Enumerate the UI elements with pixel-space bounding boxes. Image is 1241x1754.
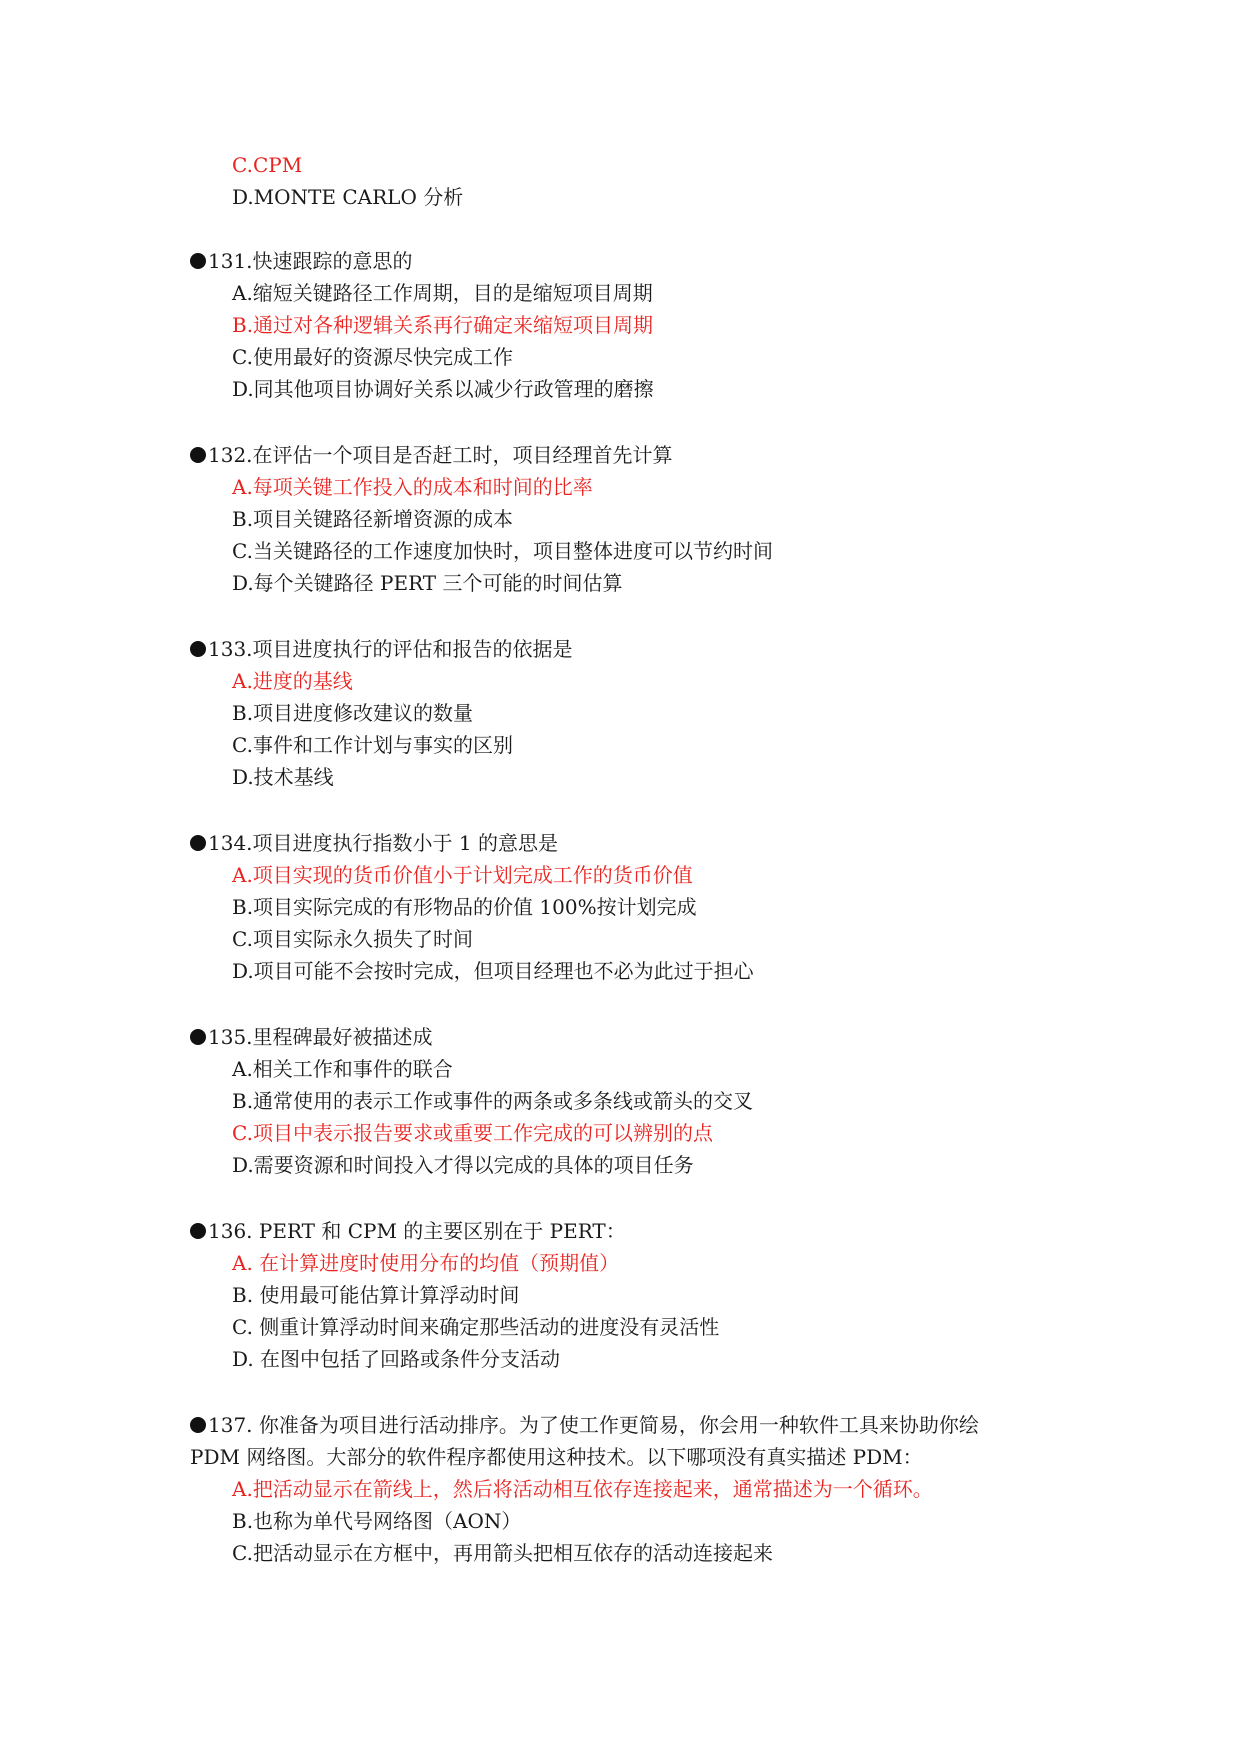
option-d: D. 在图中包括了回路或条件分支活动 bbox=[232, 1347, 561, 1371]
bullet-icon bbox=[190, 1223, 206, 1239]
option-c: C.使用最好的资源尽快完成工作 bbox=[232, 345, 513, 369]
option-a-answer: A.每项关键工作投入的成本和时间的比率 bbox=[232, 475, 593, 499]
question-text: 135.里程碑最好被描述成 bbox=[208, 1025, 433, 1049]
question-134 bbox=[190, 829, 558, 857]
question-text: 137. 你准备为项目进行活动排序。为了使工作更简易，你会用一种软件工具来协助你绘 bbox=[208, 1413, 979, 1437]
option-b: B.也称为单代号网络图（AON） bbox=[232, 1509, 522, 1533]
option-b: B.项目关键路径新增资源的成本 bbox=[232, 507, 514, 531]
option-a-answer: A. 在计算进度时使用分布的均值（预期值） bbox=[232, 1251, 620, 1275]
bullet-icon bbox=[190, 1417, 206, 1433]
option-b-answer: B.通过对各种逻辑关系再行确定来缩短项目周期 bbox=[232, 313, 654, 337]
option-c: C.事件和工作计划与事实的区别 bbox=[232, 733, 513, 757]
option-d: D.项目可能不会按时完成，但项目经理也不必为此过于担心 bbox=[232, 959, 754, 983]
option-b: B. 使用最可能估算计算浮动时间 bbox=[232, 1283, 520, 1307]
option-a: A.缩短关键路径工作周期，目的是缩短项目周期 bbox=[232, 281, 653, 305]
option-d: D.同其他项目协调好关系以减少行政管理的磨擦 bbox=[232, 377, 654, 401]
question-133 bbox=[190, 635, 573, 663]
question-131 bbox=[190, 247, 413, 275]
option-c: C.把活动显示在方框中，再用箭头把相互依存的活动连接起来 bbox=[232, 1541, 773, 1565]
question-135 bbox=[190, 1023, 433, 1051]
question-text: 132.在评估一个项目是否赶工时，项目经理首先计算 bbox=[208, 443, 673, 467]
question-137-continuation: PDM 网络图。大部分的软件程序都使用这种技术。以下哪项没有真实描述 PDM： bbox=[190, 1445, 923, 1469]
option-a-answer: A.项目实现的货币价值小于计划完成工作的货币价值 bbox=[232, 863, 693, 887]
option-b: B.项目进度修改建议的数量 bbox=[232, 701, 474, 725]
option-b: B.通常使用的表示工作或事件的两条或多条线或箭头的交叉 bbox=[232, 1089, 754, 1113]
question-137 bbox=[190, 1411, 979, 1439]
option-d: D.每个关键路径 PERT 三个可能的时间估算 bbox=[232, 571, 623, 595]
option-d: D.需要资源和时间投入才得以完成的具体的项目任务 bbox=[232, 1153, 694, 1177]
bullet-icon bbox=[190, 447, 206, 463]
question-text: 134.项目进度执行指数小于 1 的意思是 bbox=[208, 831, 558, 855]
option-b: B.项目实际完成的有形物品的价值 100%按计划完成 bbox=[232, 895, 697, 919]
option-a: A.相关工作和事件的联合 bbox=[232, 1057, 453, 1081]
option-c-answer: C.CPM bbox=[232, 153, 303, 177]
option-a-answer: A.把活动显示在箭线上，然后将活动相互依存连接起来，通常描述为一个循环。 bbox=[232, 1477, 933, 1501]
bullet-icon bbox=[190, 253, 206, 269]
question-132 bbox=[190, 441, 673, 469]
bullet-icon bbox=[190, 1029, 206, 1045]
option-c: C. 侧重计算浮动时间来确定那些活动的进度没有灵活性 bbox=[232, 1315, 720, 1339]
bullet-icon bbox=[190, 641, 206, 657]
option-d: D.MONTE CARLO 分析 bbox=[232, 185, 464, 209]
option-a-answer: A.进度的基线 bbox=[232, 669, 353, 693]
bullet-icon bbox=[190, 835, 206, 851]
option-c-answer: C.项目中表示报告要求或重要工作完成的可以辨别的点 bbox=[232, 1121, 713, 1145]
question-text: 133.项目进度执行的评估和报告的依据是 bbox=[208, 637, 573, 661]
question-136 bbox=[190, 1217, 626, 1245]
question-text: 136. PERT 和 CPM 的主要区别在于 PERT： bbox=[208, 1219, 626, 1243]
question-text: 131.快速跟踪的意思的 bbox=[208, 249, 413, 273]
option-c: C.当关键路径的工作速度加快时，项目整体进度可以节约时间 bbox=[232, 539, 773, 563]
option-d: D.技术基线 bbox=[232, 765, 334, 789]
option-c: C.项目实际永久损失了时间 bbox=[232, 927, 473, 951]
